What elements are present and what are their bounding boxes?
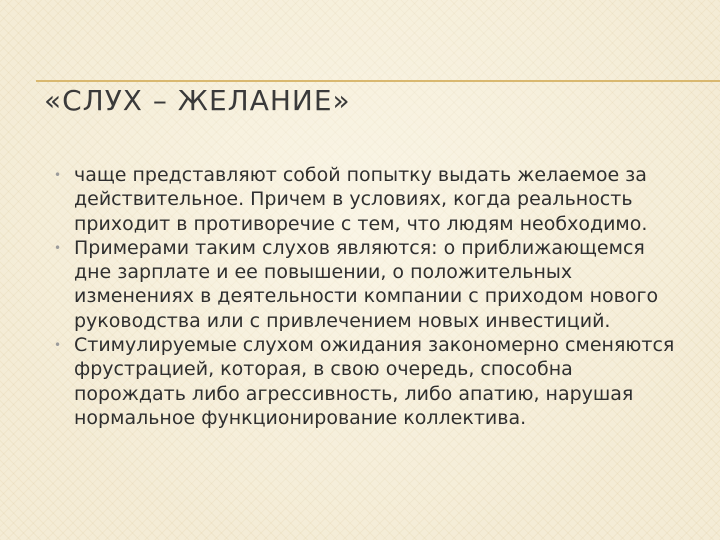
bullet-dot-icon: • <box>54 240 62 255</box>
bullet-text-3: Стимулируемые слухом ожидания закономерно сменяются фрустрацией, которая, в свою очередь, способна порождать либо агрессивность, либо апатию, нарушая нормальное функционирование коллектива. <box>74 334 675 429</box>
bullet-list <box>48 163 688 430</box>
bullet-item-2 <box>48 236 688 333</box>
bullet-dot-icon: • <box>54 168 62 182</box>
slide-title: «СЛУХ – ЖЕЛАНИЕ» <box>44 84 351 117</box>
bullet-text-2: Примерами таким слухов являются: о приближающемся дне зарплате и ее повышении, о положительных изменениях в деятельности компании с приходом нового руководства или с привлечением новых инвестиций. <box>74 236 659 332</box>
bullet-dot-icon: • <box>54 338 62 353</box>
title-divider <box>36 80 720 82</box>
bullet-item-3 <box>48 333 688 430</box>
bullet-item-1 <box>48 163 688 236</box>
bullet-text-1: чаще представляют собой попытку выдать желаемое за действительное. Причем в условиях, когда реальность приходит в противоречие с тем, что людям необходимо. <box>74 164 648 235</box>
